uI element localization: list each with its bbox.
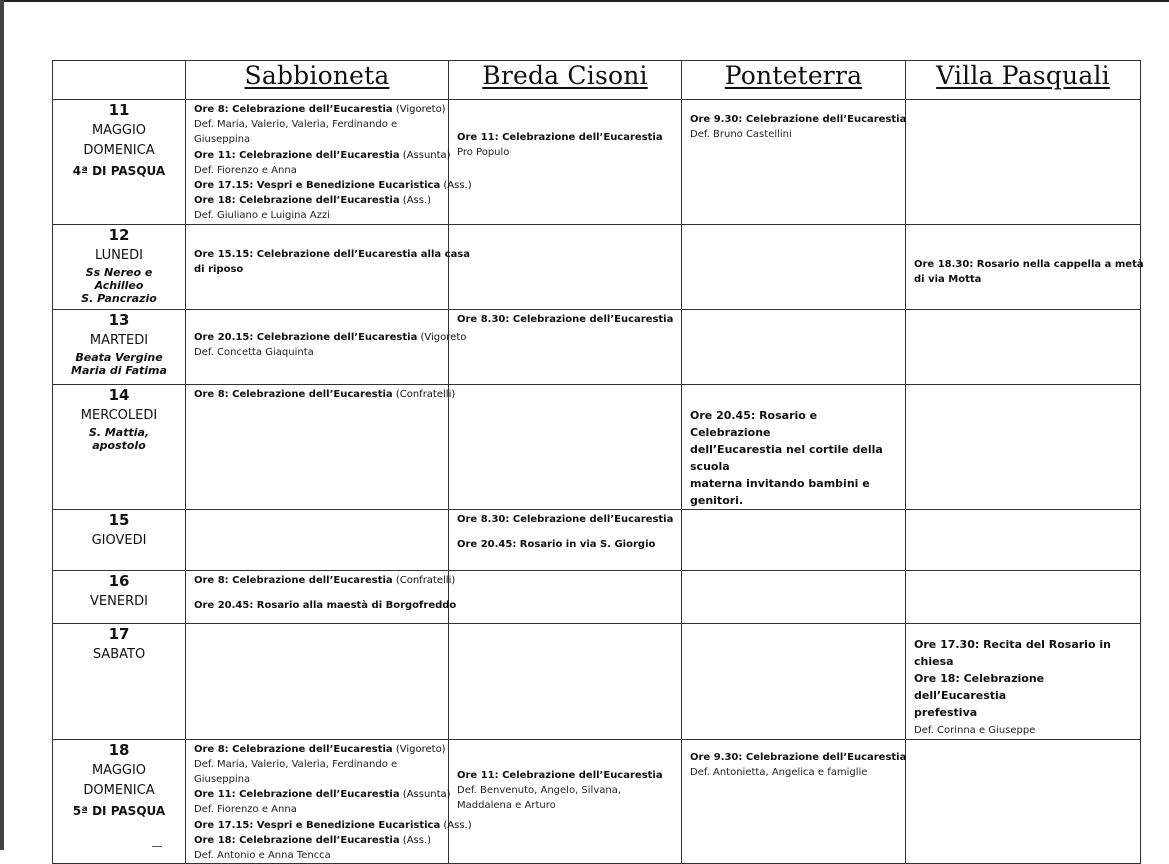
intention-text: Def. Antonietta, Angelica e famiglie (690, 766, 868, 778)
event-line (457, 768, 681, 783)
event-list (449, 740, 681, 814)
feast-name: Maria di Fatima (71, 363, 167, 377)
day-row (53, 623, 1141, 739)
weekly-schedule-table (52, 60, 1144, 864)
cell-ponteterra (682, 509, 906, 570)
event-list (186, 385, 456, 402)
feast-name: Achilleo (94, 278, 144, 292)
day-label: DOMENICA (83, 143, 155, 158)
event-list (449, 624, 681, 626)
day-label: VENERDI (90, 593, 148, 609)
day-number: 16 (108, 571, 130, 590)
day-cell (53, 224, 186, 309)
event-list (682, 740, 905, 780)
cell-breda-cisoni (449, 570, 682, 623)
event-line (194, 247, 471, 262)
event-text: Ore 17.15: Vespri e Benedizione Eucaristica (194, 819, 441, 831)
intention-text: Def. Giuliano e Luigina Azzi (194, 210, 330, 222)
intention-line (194, 163, 448, 178)
event-text: Ore 18.30: Rosario nella cappella a metà (914, 258, 1144, 270)
event-list (449, 571, 681, 573)
intention-line (194, 117, 448, 132)
corner-cell (53, 61, 186, 100)
day-row (53, 509, 1141, 570)
day-row (53, 384, 1141, 509)
day-label: MARTEDI (89, 332, 149, 348)
day-number: 15 (108, 510, 130, 529)
parish-header-villa-pasquali: Villa Pasquali (906, 61, 1141, 100)
cell-breda-cisoni (449, 384, 682, 509)
day-label: SABATO (92, 646, 146, 662)
cell-villa-pasquali (906, 623, 1141, 739)
event-line (194, 742, 448, 757)
event-list (449, 225, 681, 227)
event-line (194, 818, 472, 833)
event-location: (Confratelli) (392, 388, 456, 400)
feast-name: Ss Nereo e (85, 265, 153, 279)
event-list (682, 571, 905, 573)
intention-text: Maddalena e Arturo (457, 800, 556, 812)
liturgical-week: 5ª DI PASQUA (72, 803, 166, 818)
event-location: (Assunta) (399, 149, 451, 161)
event-line (690, 407, 901, 441)
event-line (194, 262, 448, 277)
event-line (690, 441, 901, 475)
cell-sabbioneta (186, 224, 471, 309)
event-text: Ore 20.45: Rosario e Celebrazione (690, 408, 818, 439)
header-row (53, 61, 1141, 100)
event-line (194, 330, 467, 345)
cell-breda-cisoni (449, 623, 682, 739)
day-label: GIOVEDI (91, 532, 147, 548)
day-row (53, 100, 1141, 225)
cell-ponteterra (682, 570, 906, 623)
event-line (194, 178, 472, 193)
event-line (690, 475, 901, 509)
event-location: (Ass.) (399, 834, 432, 846)
event-line (914, 704, 1136, 721)
intention-line (194, 802, 448, 817)
event-line (194, 787, 451, 802)
feast-name: S. Pancrazio (81, 291, 157, 305)
event-list (449, 100, 681, 160)
day-cell (53, 623, 186, 739)
event-line (194, 833, 448, 848)
day-row (53, 309, 1141, 384)
day-label: MAGGIO (91, 762, 147, 778)
cell-breda-cisoni (449, 739, 682, 864)
event-list (682, 100, 905, 142)
intention-text: Def. Antonio e Anna Tencca (194, 850, 331, 862)
event-list (186, 510, 448, 512)
day-cell (53, 509, 186, 570)
cell-ponteterra (682, 623, 906, 739)
day-row (53, 224, 1141, 309)
event-list (906, 100, 1140, 102)
cell-ponteterra (682, 224, 906, 309)
day-number: 11 (108, 101, 130, 119)
event-list (186, 624, 448, 626)
event-list (906, 310, 1140, 312)
day-number: 17 (108, 624, 130, 643)
day-cell (53, 570, 186, 623)
event-list (906, 571, 1140, 573)
event-line (914, 272, 1140, 287)
event-text: chiesa (914, 654, 954, 668)
event-line (457, 512, 681, 527)
event-text: Ore 8: Celebrazione dell’Eucarestia (194, 388, 393, 400)
cell-breda-cisoni (449, 309, 682, 384)
event-location: (Ass.) (399, 195, 432, 207)
cell-villa-pasquali (906, 224, 1144, 309)
event-text: Ore 17.15: Vespri e Benedizione Eucaristica (194, 180, 441, 192)
intention-line (457, 783, 681, 798)
intention-text: Def. Fiorenzo e Anna (194, 804, 297, 816)
event-list (682, 310, 905, 312)
day-number: 18 (108, 740, 130, 759)
day-cell (53, 309, 186, 384)
intention-text: Def. Benvenuto, Angelo, Silvana, (457, 784, 622, 796)
cell-sabbioneta (186, 623, 449, 739)
feast-name: S. Mattia, (88, 425, 150, 439)
parish-header-breda-cisoni: Breda Cisoni (449, 61, 682, 100)
cell-ponteterra (682, 100, 906, 225)
event-text: dell’Eucarestia nel cortile della scuola (690, 442, 883, 473)
cell-sabbioneta (186, 309, 467, 384)
event-location: (Assunta) (399, 789, 451, 801)
cell-breda-cisoni (449, 224, 682, 309)
scan-border-left (0, 0, 4, 850)
event-list (186, 225, 471, 277)
intention-text: Def. Concetta Giaquinta (194, 346, 314, 358)
event-text: prefestiva (914, 705, 978, 719)
event-list (186, 571, 457, 613)
day-number: 13 (108, 310, 130, 329)
day-cell (53, 739, 186, 864)
event-line (914, 257, 1144, 272)
intention-text: Giuseppina (194, 774, 251, 786)
event-list (906, 624, 1140, 739)
event-location: (Confratelli) (392, 574, 456, 586)
event-line (194, 148, 451, 163)
event-text: Ore 8: Celebrazione dell’Eucarestia (194, 574, 393, 586)
cell-sabbioneta (186, 100, 472, 225)
intention-text: Def. Maria, Valerio, Valeria, Ferdinando e (194, 119, 398, 131)
scan-border-top (0, 0, 1169, 2)
cell-sabbioneta (186, 570, 457, 623)
day-cell (53, 100, 186, 225)
parish-header-ponteterra: Ponteterra (682, 61, 906, 100)
event-text: materna invitando bambini e genitori. (690, 476, 870, 507)
cell-villa-pasquali (906, 509, 1141, 570)
event-list (449, 510, 681, 552)
event-list (682, 624, 905, 626)
intention-line (457, 145, 681, 160)
day-cell (53, 384, 186, 509)
event-location: (Ass.) (440, 180, 472, 192)
event-line (914, 670, 1136, 704)
feast-name: apostolo (92, 438, 146, 452)
cell-breda-cisoni (449, 100, 682, 225)
day-label: LUNEDI (95, 247, 143, 263)
day-number: 14 (108, 385, 130, 404)
event-list (906, 385, 1140, 387)
day-label: MAGGIO (91, 123, 147, 138)
event-text: Ore 20.15: Celebrazione dell’Eucarestia (194, 331, 418, 343)
event-line (914, 636, 1136, 653)
event-list (682, 385, 905, 509)
intention-text: Giuseppina (194, 134, 251, 146)
liturgical-week: 4ª DI PASQUA (72, 164, 166, 178)
intention-text: Def. Corinna e Giuseppe (914, 724, 1036, 736)
event-text: Ore 20.45: Rosario alla maestà di Borgofreddo (194, 599, 457, 611)
cell-villa-pasquali (906, 309, 1141, 384)
intention-line (914, 721, 1136, 739)
event-list (449, 310, 681, 327)
intention-line (194, 848, 448, 863)
event-line (194, 573, 456, 588)
event-location: (Vigoreto (417, 331, 467, 343)
event-text: Ore 8: Celebrazione dell’Eucarestia (194, 104, 393, 115)
cell-breda-cisoni (449, 509, 682, 570)
event-line (457, 537, 681, 552)
event-line (194, 193, 448, 208)
event-text: Ore 9.30: Celebrazione dell’Eucarestia (690, 114, 907, 125)
event-list (186, 740, 472, 864)
intention-line (690, 127, 905, 142)
event-list (186, 100, 472, 224)
event-text: Ore 20.45: Rosario in via S. Giorgio (457, 538, 656, 550)
intention-line (194, 345, 448, 360)
intention-text: Def. Maria, Valerio, Valeria, Ferdinando e (194, 758, 398, 770)
intention-text: Def. Fiorenzo e Anna (194, 164, 297, 176)
event-text: di via Motta (914, 273, 982, 285)
event-list (682, 510, 905, 512)
event-location: (Ass.) (440, 819, 472, 831)
event-line (690, 112, 905, 127)
event-text: Ore 15.15: Celebrazione dell’Eucarestia alla casa (194, 248, 471, 260)
cell-sabbioneta (186, 509, 449, 570)
intention-line (194, 772, 448, 787)
event-line (194, 387, 456, 402)
event-text: Ore 9.30: Celebrazione dell’Eucarestia (690, 751, 907, 763)
intention-line (194, 208, 448, 223)
day-row (53, 739, 1141, 864)
day-label: MERCOLEDI (80, 407, 158, 423)
event-list (449, 385, 681, 387)
cell-villa-pasquali (906, 570, 1141, 623)
event-list (906, 740, 1140, 742)
cell-sabbioneta (186, 739, 472, 864)
event-line (690, 750, 905, 765)
intention-line (194, 132, 448, 147)
event-list (906, 225, 1144, 287)
event-line (914, 653, 1136, 670)
intention-line (457, 798, 681, 813)
day-row (53, 570, 1141, 623)
event-text: Ore 11: Celebrazione dell’Eucarestia (457, 132, 663, 143)
event-text: Ore 8.30: Celebrazione dell’Eucarestia (457, 313, 674, 325)
event-list (906, 510, 1140, 512)
cell-ponteterra (682, 384, 906, 509)
event-line (457, 130, 681, 145)
cell-sabbioneta (186, 384, 456, 509)
event-text: Ore 11: Celebrazione dell’Eucarestia (194, 789, 400, 801)
cell-villa-pasquali (906, 100, 1141, 225)
spacer (194, 588, 448, 598)
event-text: Ore 17.30: Recita del Rosario in (914, 637, 1111, 651)
event-line (194, 598, 457, 613)
event-location: (Vigoreto) (392, 743, 446, 755)
event-list (186, 310, 467, 360)
event-text: Ore 8.30: Celebrazione dell’Eucarestia (457, 513, 674, 525)
intention-text: Pro Populo (457, 147, 510, 159)
cell-villa-pasquali (906, 384, 1141, 509)
intention-text: Def. Bruno Castellini (690, 129, 792, 141)
intention-line (690, 765, 905, 780)
event-text: Ore 18: Celebrazione dell’Eucarestia (194, 195, 400, 207)
spacer (457, 527, 681, 537)
event-location: (Vigoreto) (392, 104, 446, 115)
cell-ponteterra (682, 739, 906, 864)
event-text: Ore 11: Celebrazione dell’Eucarestia (194, 149, 400, 161)
cell-ponteterra (682, 309, 906, 384)
cell-villa-pasquali (906, 739, 1141, 864)
event-text: Ore 18: Celebrazione dell’Eucarestia (194, 834, 400, 846)
event-line (457, 312, 681, 327)
event-line (194, 102, 448, 117)
event-list (682, 225, 905, 227)
parish-header-sabbioneta: Sabbioneta (186, 61, 449, 100)
feast-name: Beata Vergine (75, 350, 163, 364)
day-label: DOMENICA (83, 782, 155, 798)
event-text: Ore 11: Celebrazione dell’Eucarestia (457, 769, 663, 781)
intention-line (194, 757, 448, 772)
day-number: 12 (108, 225, 130, 244)
event-text: Ore 18: Celebrazione dell’Eucarestia (914, 671, 1045, 702)
event-text: Ore 8: Celebrazione dell’Eucarestia (194, 743, 393, 755)
event-text: di riposo (194, 263, 244, 275)
